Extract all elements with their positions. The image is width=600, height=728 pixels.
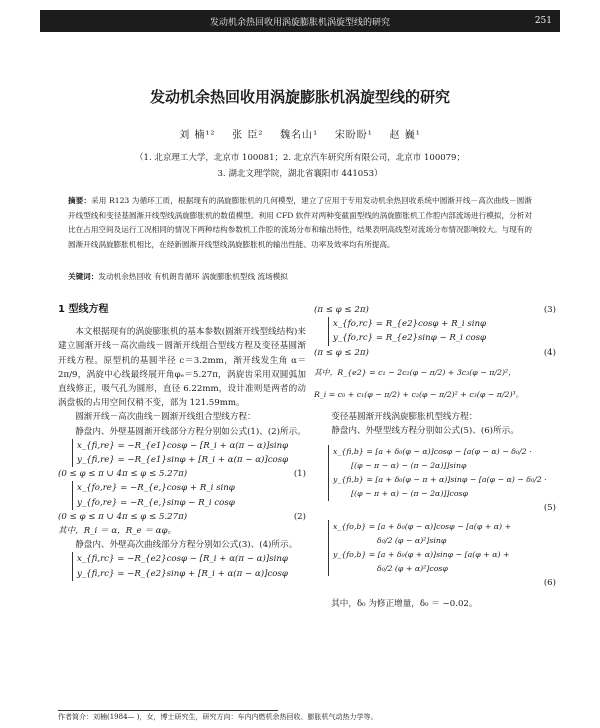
equation-number: (3) [543, 305, 556, 315]
subheading: 变径基圆渐开线涡旋膨胀机型线方程： [331, 412, 478, 423]
equation-line: δ₀/2 (φ − α)²]sinφ [377, 535, 447, 545]
running-title: 发动机余热回收用涡旋膨胀机涡旋型线的研究 [209, 17, 390, 28]
equation-number-row [314, 576, 556, 590]
equation-range-row [314, 303, 556, 317]
equation-where: 其中，R_i ＝ α，R_e ＝ αφ。 [58, 526, 177, 537]
equation-range: (π ≤ φ ≤ 2π) [314, 305, 369, 315]
body-paragraph: 静盘内、外壁型线方程分别如公式(5)、(6)所示。 [331, 426, 519, 437]
abstract-text: 采用 R123 为循环工质，根据现有的涡旋膨胀机的几何模型，建立了应用于专用发动机余热回收系统中圆渐开线－高次曲线－圆渐开线型线和变径基圆渐开线型线涡旋膨胀机的数值模型。利用 CFD 软件对两种变截面型线的涡旋膨胀机工作腔内部流场进行模拟，分析对比在占用空间及运行工况相同的情况下两种结构参数机工作腔的流场分布和输出特性，结果表明高线型对流场分布情况影响较大。与现有的圆渐开线涡旋膨胀机相比，在经新圆渐开线型线涡旋膨胀机的输出性能、功率及效率均有所提高。 [68, 196, 532, 249]
affiliation-line: （1. 北京理工大学，北京市 100081；2. 北京汽车研究所有限公司，北京市 100079； [135, 153, 465, 163]
equation-2 [72, 481, 306, 509]
equation-range-row [58, 467, 306, 481]
author: 张 臣² [232, 130, 264, 141]
equation-4 [328, 317, 556, 345]
body-paragraph: 本文根据现有的涡旋膨胀机的基本参数(圆渐开线型线结构)来建立圆渐开线－高次曲线－圆渐开线组合型线方程及变径基圆渐开线方程。原型机的基圆半径 c＝3.2mm，渐开线发生角 α＝2π/9，涡旋中心线最终展开角φₑ＝5.27π，涡旋齿采用双圆弧加直线修正，吸气孔为圆形，直径 6.22mm，设计准则是两者的动涡盘板的占用空间仅稍不变，部为 121.59mm。 [58, 327, 306, 409]
author: 赵 巍¹ [389, 130, 421, 141]
section-heading: 1 型线方程 [58, 304, 109, 315]
body-paragraph: 静盘内、外壁基圆渐开线部分方程分别如公式(1)、(2)所示。 [75, 426, 306, 437]
equation-line: x_{fo,b} = [a + δ₀(φ − α)]cosφ − [a(φ + α) + [333, 521, 512, 531]
equation-range-row [58, 510, 306, 524]
equation-number: (6) [543, 578, 556, 589]
equation-6 [328, 520, 556, 577]
abstract-label: 摘要： [68, 196, 92, 205]
equation-line: [(φ − π − α) − (π − 2α)]]sinφ [351, 460, 467, 470]
footnote-rule [58, 710, 278, 711]
equation-3 [72, 552, 306, 580]
equation-line: y_{fo,re} = −R_{e,}sinφ − R_i cosφ [77, 497, 235, 508]
equation-5 [328, 445, 556, 502]
equation-number: (2) [293, 511, 306, 522]
keywords-text: 发动机余热回收 有机朗肯循环 涡旋膨胀机型线 流场模拟 [98, 272, 288, 281]
author: 魏名山¹ [280, 130, 319, 141]
author-list [0, 126, 600, 141]
page-number: 251 [534, 16, 552, 26]
left-column [58, 303, 306, 581]
body-paragraph: 静盘内、外壁高次曲线部分方程分别如公式(3)、(4)所示。 [75, 540, 298, 551]
running-header [40, 10, 560, 32]
equation-line: y_{fi,re} = −R_{e1}sinφ + [R_i + α(π − α)]cosφ [77, 455, 289, 466]
equation-range-row [314, 346, 556, 360]
right-column [314, 303, 556, 611]
affiliation-line: 3. 湖北文理学院，湖北省襄阳市 441053） [217, 169, 383, 179]
keywords-label: 关键词： [68, 272, 99, 281]
equation-where: 其中，R_{e2} = c₁ − 2c₂(φ − π/2) + 3c₃(φ − π/2)²， [314, 367, 516, 377]
equation-line: x_{fi,re} = −R_{e1}cosφ − [R_i + α(π − α)]sinφ [77, 440, 289, 451]
equation-line: y_{fo,rc} = R_{e2}sinφ − R_i cosφ [333, 333, 487, 344]
equation-range: (π ≤ φ ≤ 2π) [314, 347, 369, 358]
article-title: 发动机余热回收用涡旋膨胀机涡旋型线的研究 [149, 88, 450, 106]
footnote: 作者简介：刘楠(1984— )，女，博士研究生，研究方向：车内内燃机余热回收、膨胀机气动热力学等。 [58, 713, 378, 721]
equation-line: x_{fo,rc} = R_{e2}cosφ + R_i sinφ [333, 319, 487, 330]
body-paragraph: 其中，δ₀ 为修正增量，δ₀ ＝ −0.02。 [331, 598, 478, 609]
equation-range: (0 ≤ φ ≤ π ∪ 4π ≤ φ ≤ 5.27π) [58, 469, 188, 480]
equation-where: R_i = c₀ + c₁(φ − π/2) + c₂(φ − π/2)² + c₃(φ − π/2)³。 [314, 390, 524, 400]
equation-number: (1) [293, 469, 306, 480]
equation-line: y_{fo,b} = [a + δ₀(φ + α)]sinφ − [a(φ + α) + [333, 550, 510, 560]
keywords [68, 271, 532, 282]
equation-number: (5) [543, 503, 556, 514]
equation-line: y_{fi,b} = [a + δ₀(φ − π + α)]sinφ − [a(φ − α) − δ₀/2 · [333, 475, 547, 485]
equation-line: [(φ − π + α) − (π − 2α)]]cosφ [351, 489, 468, 499]
equation-number: (4) [543, 347, 556, 358]
equation-line: x_{fo,re} = −R_{e,}cosφ + R_i sinφ [77, 483, 235, 494]
author: 宋盼盼¹ [334, 130, 373, 141]
equation-range: (0 ≤ φ ≤ π ∪ 4π ≤ φ ≤ 5.27π) [58, 511, 188, 522]
equation-line: δ₀/2 (φ + α)²]cosφ [377, 564, 448, 574]
equation-line: y_{fi,rc} = −R_{e2}sinφ + [R_i + α(π − α)]cosφ [77, 568, 288, 579]
author: 刘 楠¹² [179, 130, 216, 141]
equation-line: x_{fi,rc} = −R_{e2}cosφ − [R_i + α(π − α)]sinφ [77, 554, 288, 565]
equation-number-row [314, 501, 556, 515]
equation-line: x_{fi,b} = [a + δ₀(φ − α)]cosφ − [a(φ − α) − δ₀/2 · [333, 446, 532, 456]
abstract [68, 194, 532, 252]
equation-1 [72, 439, 306, 467]
subheading: 圆渐开线－高次曲线－圆渐开线组合型线方程： [75, 412, 256, 423]
